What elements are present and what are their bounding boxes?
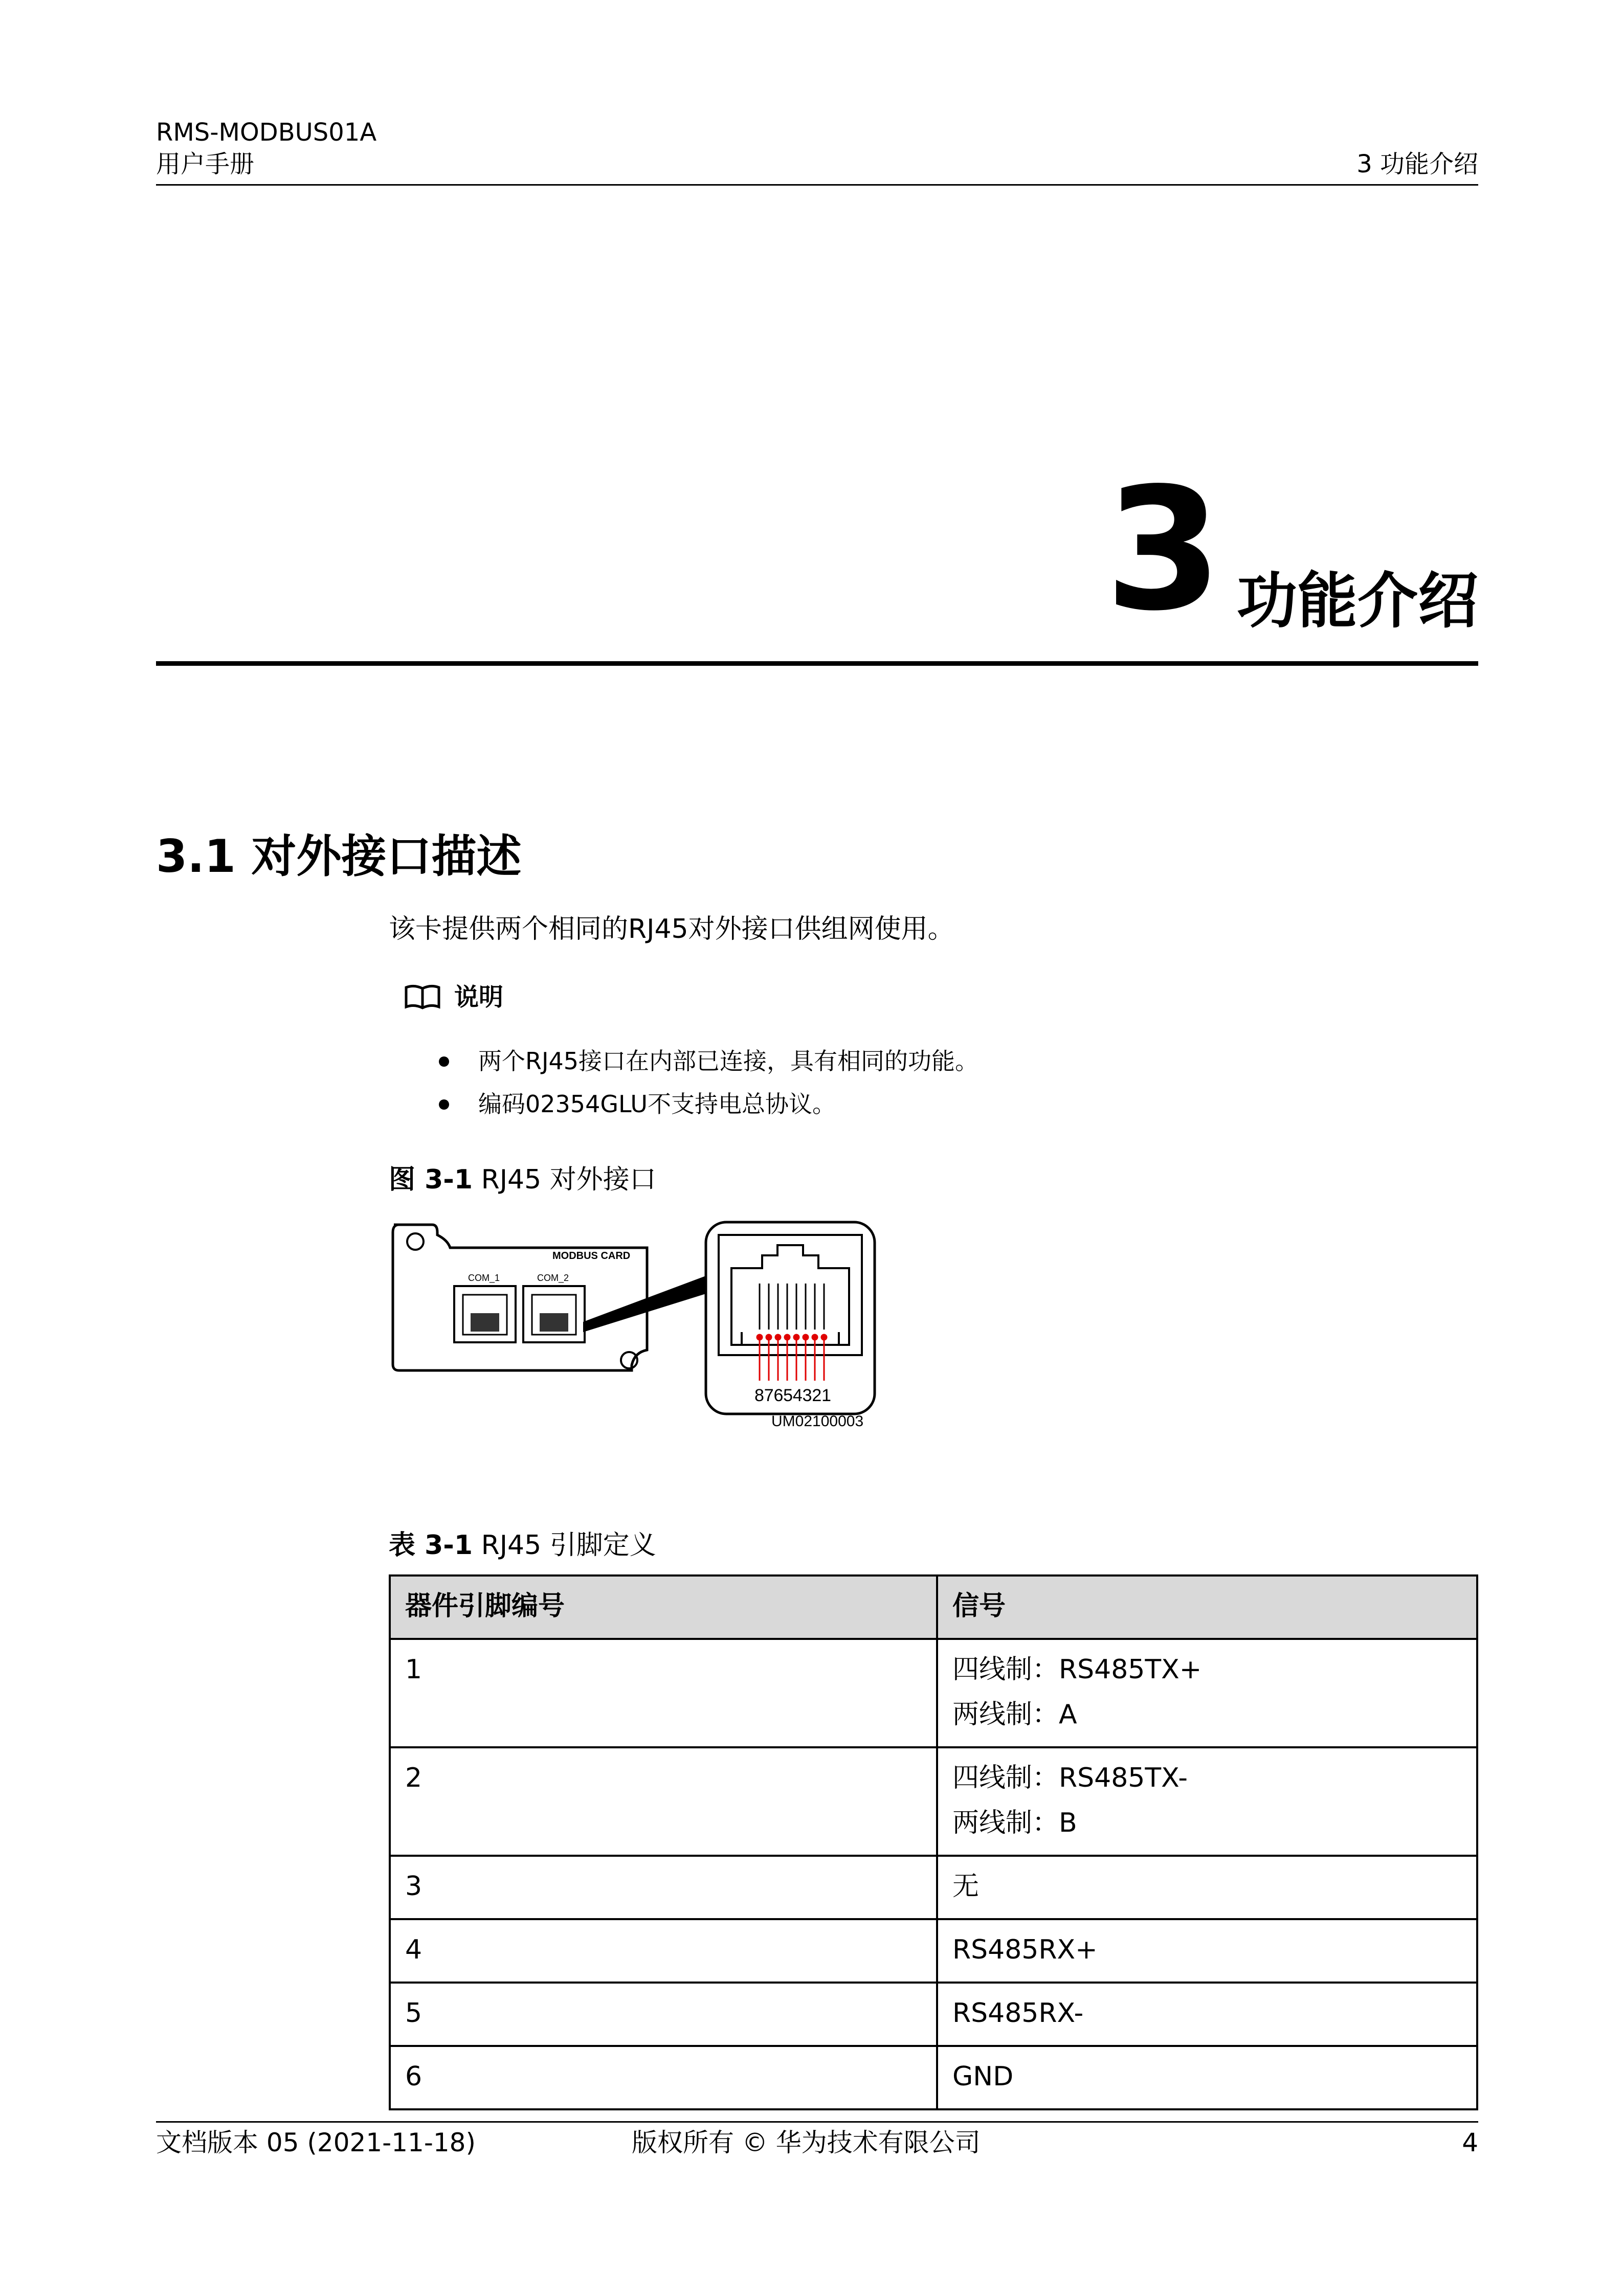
- pin-cell: 3: [390, 1856, 937, 1919]
- pin-numbers: 87654321: [754, 1386, 831, 1405]
- footer-rule: [156, 2121, 1478, 2123]
- pin-cell: 2: [390, 1747, 937, 1856]
- rj45-pin-table: [389, 1574, 1478, 2110]
- signal-line: RS485RX-: [952, 1998, 1084, 2029]
- header-product: RMS-MODBUS01A: [156, 118, 377, 147]
- signal-line: 四线制：RS485TX-: [952, 1763, 1188, 1793]
- signal-line: 四线制：RS485TX+: [952, 1654, 1202, 1685]
- card-label: MODBUS CARD: [552, 1250, 631, 1262]
- figure-code: UM02100003: [771, 1413, 864, 1430]
- signal-line: 无: [952, 1871, 980, 1902]
- table-caption-prefix: 表 3-1: [389, 1530, 473, 1561]
- port1-label: COM_1: [468, 1273, 500, 1283]
- signal-line: 两线制：B: [952, 1808, 1077, 1838]
- book-icon: [404, 984, 441, 1010]
- figure-caption-prefix: 图 3-1: [389, 1164, 473, 1195]
- column-header: 信号: [937, 1575, 1477, 1639]
- footer-copyright: 版权所有 © 华为技术有限公司: [632, 2128, 981, 2157]
- signal-cell: [937, 1856, 1477, 1919]
- figure-caption: [389, 1163, 656, 1196]
- table-row: [390, 1919, 1477, 1983]
- com2-port: [523, 1286, 585, 1342]
- rj45-figure: [389, 1212, 880, 1442]
- header-rule: [156, 184, 1478, 186]
- footer-page-number: 4: [1462, 2128, 1478, 2157]
- signal-line: 两线制：A: [952, 1699, 1077, 1730]
- com1-port: [454, 1286, 516, 1342]
- card-outline: [393, 1225, 647, 1370]
- pin-cell: 5: [390, 1983, 937, 2046]
- bullet-dot: [439, 1056, 449, 1067]
- signal-cell: [937, 2046, 1477, 2109]
- note-item: 两个RJ45接口在内部已连接，具有相同的功能。: [478, 1047, 979, 1075]
- table-caption-text: RJ45 引脚定义: [481, 1530, 656, 1561]
- signal-cell: [937, 1983, 1477, 2046]
- chapter-rule: [156, 661, 1478, 666]
- signal-line: GND: [952, 2061, 1014, 2092]
- table-row: [390, 1856, 1477, 1919]
- table-header-row: [390, 1575, 1477, 1639]
- figure-caption-text: RJ45 对外接口: [481, 1164, 656, 1195]
- section-title: 3.1 对外接口描述: [156, 830, 522, 883]
- footer-version: 文档版本 05 (2021-11-18): [156, 2128, 476, 2157]
- table-row: [390, 1983, 1477, 2046]
- signal-cell: [937, 1639, 1477, 1747]
- table-row: [390, 1747, 1477, 1856]
- note-item: 编码02354GLU不支持电总协议。: [478, 1090, 836, 1118]
- pin-cell: 6: [390, 2046, 937, 2109]
- header-doc-type: 用户手册: [156, 150, 255, 178]
- pin-cell: 4: [390, 1919, 937, 1983]
- chapter-number: 3: [1105, 452, 1222, 648]
- pin-cell: 1: [390, 1639, 937, 1747]
- section-intro: 该卡提供两个相同的RJ45对外接口供组网使用。: [389, 914, 954, 944]
- column-header: 器件引脚编号: [390, 1575, 937, 1639]
- note-label: 说明: [454, 983, 504, 1011]
- table-row: [390, 1639, 1477, 1747]
- signal-cell: [937, 1747, 1477, 1856]
- chapter-title: 功能介绍: [1236, 566, 1478, 636]
- signal-cell: [937, 1919, 1477, 1983]
- table-caption: [389, 1529, 656, 1562]
- header-chapter-ref: 3 功能介绍: [1356, 150, 1478, 178]
- port2-label: COM_2: [537, 1273, 569, 1283]
- signal-line: RS485RX+: [952, 1934, 1098, 1965]
- table-row: [390, 2046, 1477, 2109]
- bullet-dot: [439, 1099, 449, 1110]
